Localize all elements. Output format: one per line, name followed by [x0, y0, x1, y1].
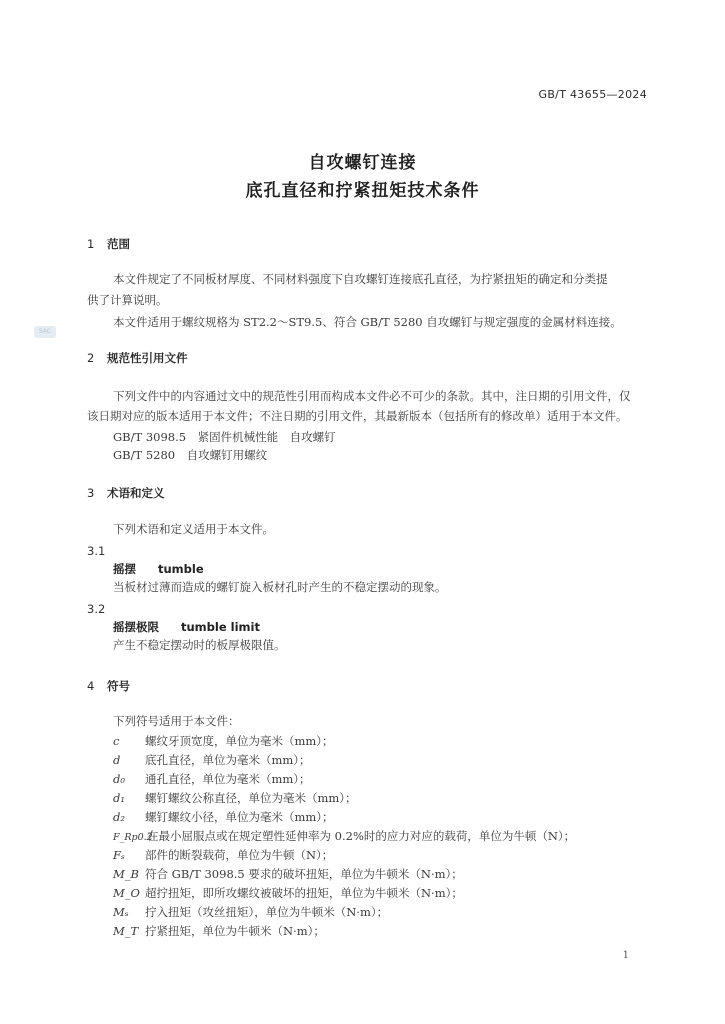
section-number: 1 [87, 237, 95, 251]
standard-code: GB/T 43655—2024 [538, 88, 647, 101]
symbol-row [113, 923, 325, 939]
symbol-desc: 拧入扭矩（攻丝扭矩），单位为牛顿米（N·m）； [145, 905, 389, 919]
section-1-paragraph-1a: 本文件规定了不同板材厚度、不同材料强度下自攻螺钉连接底孔直径，为拧紧扭矩的确定和分类提 [113, 272, 608, 286]
symbol-desc: 部件的断裂载荷，单位为牛顿（N）； [145, 848, 334, 862]
term-en: tumble [158, 562, 204, 576]
symbol-row [113, 790, 357, 806]
symbol-desc: 螺纹牙顶宽度，单位为毫米（mm）； [145, 734, 334, 748]
term-3-2-definition: 产生不稳定摆动时的板厚极限值。 [113, 638, 286, 652]
symbol-desc: 在最小屈服点或在规定塑性延伸率为 0.2%时的应力对应的载荷，单位为牛顿（N）； [147, 829, 576, 843]
symbol-key: Mₛ [113, 905, 129, 919]
symbol-desc: 拧紧扭矩，单位为牛顿米（N·m）； [145, 924, 325, 938]
term-en: tumble limit [181, 620, 260, 634]
term-3-2-title [113, 619, 260, 635]
symbol-key: d₀ [113, 772, 125, 786]
symbol-row [113, 828, 575, 844]
page-number: 1 [622, 950, 629, 961]
symbol-desc: 螺钉螺纹小径，单位为毫米（mm）； [145, 810, 334, 824]
section-number: 3 [87, 486, 95, 500]
term-3-1-title [113, 561, 204, 577]
doc-title-line1: 自攻螺钉连接 [308, 153, 417, 173]
section-4-heading [87, 678, 130, 694]
section-4-intro: 下列符号适用于本文件： [113, 714, 240, 728]
symbol-row [113, 885, 463, 901]
sac-watermark: SAC [34, 326, 56, 338]
symbol-row [113, 733, 334, 749]
symbol-key: M_O [113, 886, 140, 900]
symbol-desc: 底孔直径，单位为毫米（mm）； [145, 753, 311, 767]
section-1-heading [87, 236, 130, 252]
symbol-key: Fₛ [113, 848, 125, 862]
section-title: 规范性引用文件 [107, 351, 188, 365]
symbol-desc: 超拧扭矩，即所攻螺纹被破坏的扭矩，单位为牛顿米（N·m）； [145, 886, 463, 900]
section-number: 4 [87, 679, 95, 693]
symbol-row [113, 771, 311, 787]
symbol-key: c [113, 734, 120, 748]
section-2-paragraph-1a: 下列文件中的内容通过文中的规范性引用而构成本文件必不可少的条款。其中，注日期的引用文件，仅 [113, 389, 631, 403]
section-number: 2 [87, 351, 95, 365]
symbol-key: M_B [113, 867, 139, 881]
symbol-row [113, 752, 311, 768]
term-zh: 摇摆极限 [113, 620, 159, 634]
symbol-desc: 通孔直径，单位为毫米（mm）； [145, 772, 311, 786]
section-1-paragraph-2: 本文件适用于螺纹规格为 ST2.2～ST9.5、符合 GB/T 5280 自攻螺钉与规定强度的金属材料连接。 [113, 315, 622, 329]
normative-reference-1: GB/T 3098.5 紧固件机械性能 自攻螺钉 [113, 430, 336, 444]
doc-title-line2: 底孔直径和拧紧扭矩技术条件 [245, 181, 480, 201]
section-2-heading [87, 350, 188, 366]
symbol-desc: 螺钉螺纹公称直径，单位为毫米（mm）； [145, 791, 357, 805]
section-2-paragraph-1b: 该日期对应的版本适用于本文件；不注日期的引用文件，其最新版本（包括所有的修改单）适用于本文件。 [87, 409, 628, 423]
symbol-row [113, 866, 463, 882]
symbol-key: d₂ [113, 810, 125, 824]
normative-reference-2: GB/T 5280 自攻螺钉用螺纹 [113, 448, 268, 462]
section-title: 符号 [107, 679, 130, 693]
symbol-key: d [113, 753, 121, 767]
symbol-key: F_Rp0.2 [113, 832, 153, 843]
section-3-intro: 下列术语和定义适用于本文件。 [113, 522, 274, 536]
term-zh: 摇摆 [113, 562, 136, 576]
symbol-desc: 符合 GB/T 3098.5 要求的破坏扭矩，单位为牛顿米（N·m）； [145, 867, 463, 881]
symbol-key: M_T [113, 924, 139, 938]
term-3-1-number: 3.1 [87, 544, 106, 558]
section-title: 范围 [107, 237, 130, 251]
term-3-2-number: 3.2 [87, 602, 106, 616]
symbol-key: d₁ [113, 791, 125, 805]
symbol-row [113, 904, 388, 920]
term-3-1-definition: 当板材过薄而造成的螺钉旋入板材孔时产生的不稳定摆动的现象。 [113, 580, 447, 594]
section-title: 术语和定义 [107, 486, 165, 500]
section-3-heading [87, 485, 165, 501]
section-1-paragraph-1b: 供了计算说明。 [87, 293, 168, 307]
symbol-row [113, 809, 334, 825]
symbol-row [113, 847, 333, 863]
